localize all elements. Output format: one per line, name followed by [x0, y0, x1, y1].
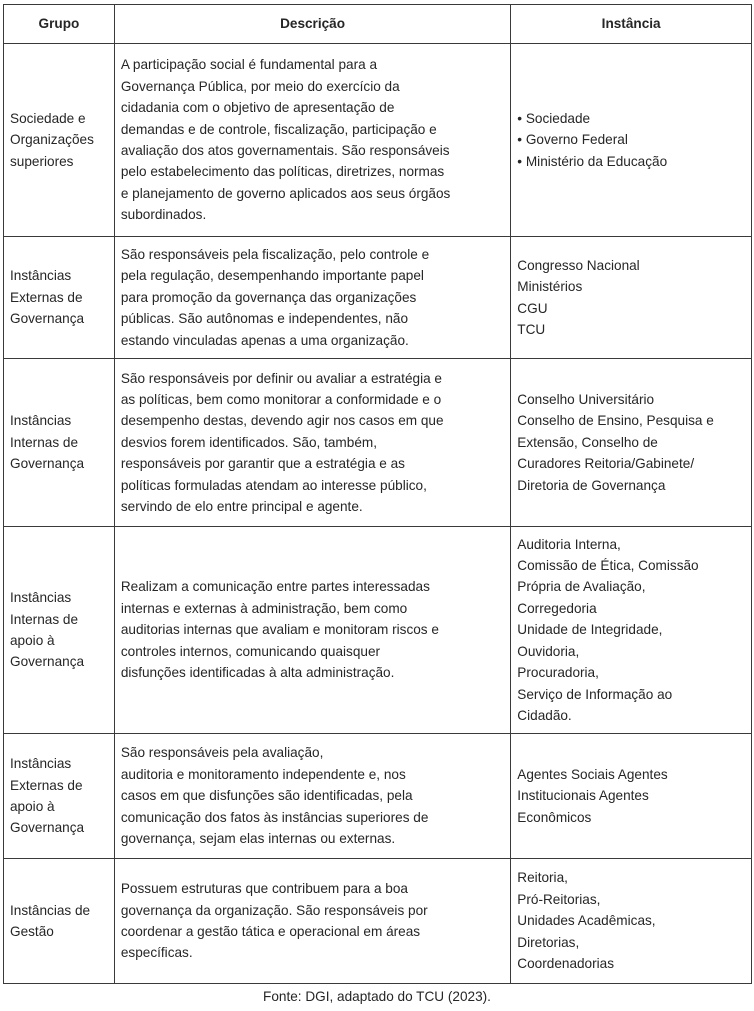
instancia-item: Agentes Sociais Agentes — [517, 766, 668, 782]
descricao-line: casos em que disfunções são identificadas, pela — [120, 788, 413, 804]
grupo-cell — [4, 44, 115, 237]
descricao-line: cidadania com o objetivo de apresentação de — [120, 100, 395, 116]
table-row — [4, 527, 752, 734]
instancia-item: Reitoria, — [517, 870, 568, 886]
descricao-line: pela regulação, desempenhando importante papel — [120, 268, 424, 284]
descricao-line: disfunções identificadas à alta administração. — [120, 665, 395, 681]
descricao-cell — [114, 859, 510, 984]
instancia-cell — [511, 734, 752, 859]
descricao-line: internas e externas à administração, bem como — [120, 600, 408, 616]
table-row — [4, 734, 752, 859]
descricao-line: avaliação dos atos governamentais. São responsáveis — [120, 143, 450, 158]
grupo-line: Organizações — [10, 132, 94, 148]
instancia-item: Auditoria Interna, — [517, 536, 621, 552]
descricao-line: políticas formuladas atendam ao interesse público, — [120, 477, 427, 493]
instancia-item: • Sociedade — [517, 108, 745, 129]
instancia-item: TCU — [517, 321, 546, 337]
descricao-line: São responsáveis por definir ou avaliar a estratégia e — [120, 370, 442, 386]
grupo-line: Instâncias — [10, 413, 72, 429]
descricao-line: coordenar a gestão tática e operacional em áreas — [120, 924, 421, 939]
grupo-line: Instâncias — [10, 268, 72, 284]
descricao-line: São responsáveis pela avaliação, — [120, 745, 324, 761]
instancia-item: Procuradoria, — [517, 665, 599, 681]
header-instancia: Instância — [511, 5, 752, 44]
grupo-line: Governança — [10, 311, 85, 327]
governance-table — [3, 4, 752, 984]
instancia-cell — [511, 527, 752, 734]
instancia-item: Extensão, Conselho de — [517, 434, 658, 450]
descricao-line: para promoção da governança das organizações — [120, 289, 417, 305]
descricao-line: comunicação dos fatos às instâncias superiores de — [120, 809, 429, 825]
descricao-line: desempenho destas, devendo agir nos casos em que — [120, 413, 444, 429]
descricao-line: Governança Pública, por meio do exercício da — [120, 78, 400, 94]
instancia-item: Própria de Avaliação, — [517, 579, 646, 595]
instancia-item: Corregedoria — [517, 600, 597, 616]
grupo-line: Externas de — [10, 777, 83, 793]
grupo-line: Internas de — [10, 434, 79, 450]
instancia-item: Cidadão. — [517, 707, 572, 723]
descricao-line: controles internos, comunicando quaisquer — [120, 643, 381, 659]
descricao-cell — [114, 44, 510, 237]
grupo-line: superiores — [10, 153, 74, 169]
instancia-item: • Governo Federal — [517, 129, 745, 150]
source-caption: Fonte: DGI, adaptado do TCU (2023). — [263, 989, 491, 1004]
descricao-line: São responsáveis pela fiscalização, pelo controle e — [120, 246, 430, 262]
grupo-cell — [4, 237, 115, 359]
instancia-item: Ministérios — [517, 279, 583, 295]
instancia-item: Congresso Nacional — [517, 257, 640, 273]
descricao-line: servindo de elo entre principal e agente. — [120, 499, 363, 515]
instancia-item: CGU — [517, 300, 548, 316]
descricao-line: auditoria e monitoramento independente e, nos — [120, 766, 406, 782]
descricao-line: responsáveis por garantir que a estratégia e as — [120, 456, 405, 472]
grupo-line: apoio à — [10, 799, 55, 814]
instancia-item: Institucionais Agentes — [517, 788, 649, 804]
descricao-line: públicas. São autônomas e independentes, não — [120, 311, 409, 327]
descricao-line: subordinados. — [120, 207, 207, 223]
instancia-item: Ouvidoria, — [517, 643, 580, 659]
grupo-line: Sociedade e — [10, 110, 86, 126]
grupo-line: apoio à — [10, 633, 55, 648]
descricao-cell — [114, 237, 510, 359]
descricao-line: governança da organização. São responsáveis por — [120, 902, 428, 918]
instancia-cell — [511, 359, 752, 527]
descricao-line: e planejamento de governo aplicados aos seus órgãos — [120, 185, 451, 201]
grupo-line: Externas de — [10, 289, 83, 305]
descricao-line: desvios forem identificados. São, também, — [120, 434, 377, 450]
grupo-line: Gestão — [10, 924, 54, 939]
grupo-cell — [4, 859, 115, 984]
grupo-cell — [4, 734, 115, 859]
descricao-line: pelo estabelecimento das políticas, diretrizes, normas — [120, 164, 445, 180]
table-row — [4, 359, 752, 527]
descricao-line: A participação social é fundamental para a — [120, 57, 378, 73]
instancia-item: Conselho Universitário — [517, 391, 655, 407]
grupo-line: Instâncias de — [10, 902, 91, 918]
instancia-item: Coordenadorias — [517, 956, 615, 972]
header-descricao: Descrição — [114, 5, 510, 44]
grupo-line: Governança — [10, 654, 85, 670]
grupo-line: Instâncias — [10, 590, 72, 606]
descricao-cell — [114, 527, 510, 734]
instancia-item: Econômicos — [517, 809, 592, 825]
descricao-line: específicas. — [120, 945, 193, 961]
instancia-item: Serviço de Informação ao — [517, 686, 673, 702]
grupo-line: Instâncias — [10, 756, 72, 772]
descricao-line: as políticas, bem como monitorar a conformidade e o — [120, 391, 442, 407]
descricao-line: estando vinculadas apenas a uma organização. — [120, 332, 409, 348]
descricao-line: demandas e de controle, fiscalização, participação e — [120, 121, 437, 137]
descricao-cell — [114, 359, 510, 527]
header-row — [4, 5, 752, 44]
descricao-line: Possuem estruturas que contribuem para a boa — [120, 881, 408, 897]
descricao-line: auditorias internas que avaliam e monitoram riscos e — [120, 622, 439, 638]
instancia-cell — [511, 237, 752, 359]
instancia-item: Unidades Acadêmicas, — [517, 913, 656, 929]
grupo-cell — [4, 527, 115, 734]
instancia-cell — [511, 44, 752, 237]
grupo-cell — [4, 359, 115, 527]
instancia-item: Conselho de Ensino, Pesquisa e — [517, 413, 714, 429]
grupo-line: Internas de — [10, 611, 79, 627]
descricao-cell — [114, 734, 510, 859]
instancia-item: Comissão de Ética, Comissão — [517, 558, 699, 574]
header-grupo: Grupo — [4, 5, 115, 44]
instancia-item: Diretorias, — [517, 934, 580, 950]
instancia-item: Curadores Reitoria/Gabinete/ — [517, 456, 695, 472]
descricao-line: Realizam a comunicação entre partes interessadas — [120, 579, 430, 595]
instancia-cell — [511, 859, 752, 984]
grupo-line: Governança — [10, 820, 85, 836]
table-row — [4, 237, 752, 359]
table-row — [4, 44, 752, 237]
instancia-item: • Ministério da Educação — [517, 151, 745, 172]
descricao-line: governança, sejam elas internas ou externas. — [120, 831, 396, 847]
grupo-line: Governança — [10, 456, 85, 472]
instancia-item: Pró-Reitorias, — [517, 891, 601, 907]
instancia-item: Unidade de Integridade, — [517, 622, 663, 638]
table-row — [4, 859, 752, 984]
instancia-item: Diretoria de Governança — [517, 477, 666, 493]
